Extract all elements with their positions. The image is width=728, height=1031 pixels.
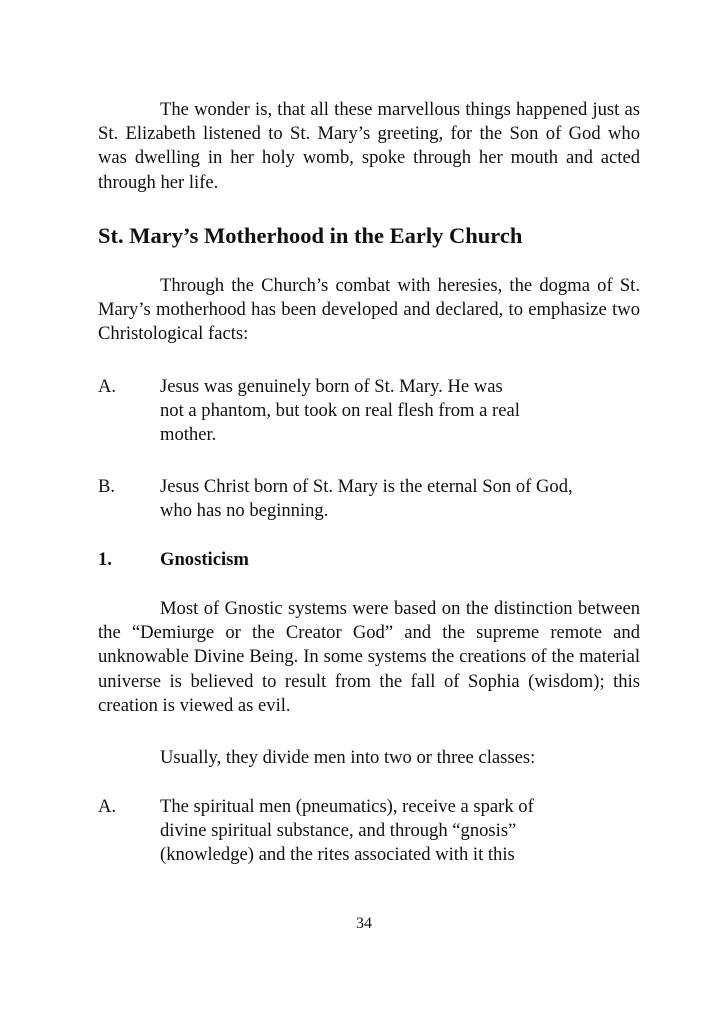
page-number: 34	[356, 915, 372, 932]
subsection-number: 1.	[98, 549, 112, 570]
class-line: divine spiritual substance, and through “gnosis”	[160, 820, 517, 842]
class-line: The spiritual men (pneumatics), receive a spark of	[160, 796, 534, 817]
fact-marker: A.	[98, 376, 117, 397]
fact-line: Jesus Christ born of St. Mary is the eternal Son of God,	[160, 476, 573, 497]
class-marker: A.	[98, 796, 117, 817]
class-line: (knowledge) and the rites associated with it this	[160, 844, 515, 866]
section-heading: St. Mary’s Motherhood in the Early Church	[98, 223, 523, 248]
subsection-title: Gnosticism	[160, 549, 249, 570]
gnostic-paragraph: Most of Gnostic systems were based on the distinction between the “Demiurge or the Creator God” and the supreme remote and unknowable Divine Being. In some systems the creations of the material universe is believed to result from the fall of Sophia (wisdom); this creation is viewed as evil.	[98, 598, 640, 716]
classes-paragraph: Usually, they divide men into two or three classes:	[160, 747, 536, 768]
fact-line: mother.	[160, 424, 217, 446]
intro-paragraph: The wonder is, that all these marvellous things happened just as St. Elizabeth listened to St. Mary’s greeting, for the Son of God who was dwelling in her holy womb, spoke through her mouth and acted through her life.	[98, 99, 640, 193]
fact-line: not a phantom, but took on real flesh from a real	[160, 400, 520, 422]
fact-line: who has no beginning.	[160, 500, 329, 522]
fact-line: Jesus was genuinely born of St. Mary. He was	[160, 376, 503, 397]
combat-paragraph: Through the Church’s combat with heresies, the dogma of St. Mary’s motherhood has been developed and declared, to emphasize two Christological facts:	[98, 275, 640, 345]
fact-marker: B.	[98, 476, 116, 497]
